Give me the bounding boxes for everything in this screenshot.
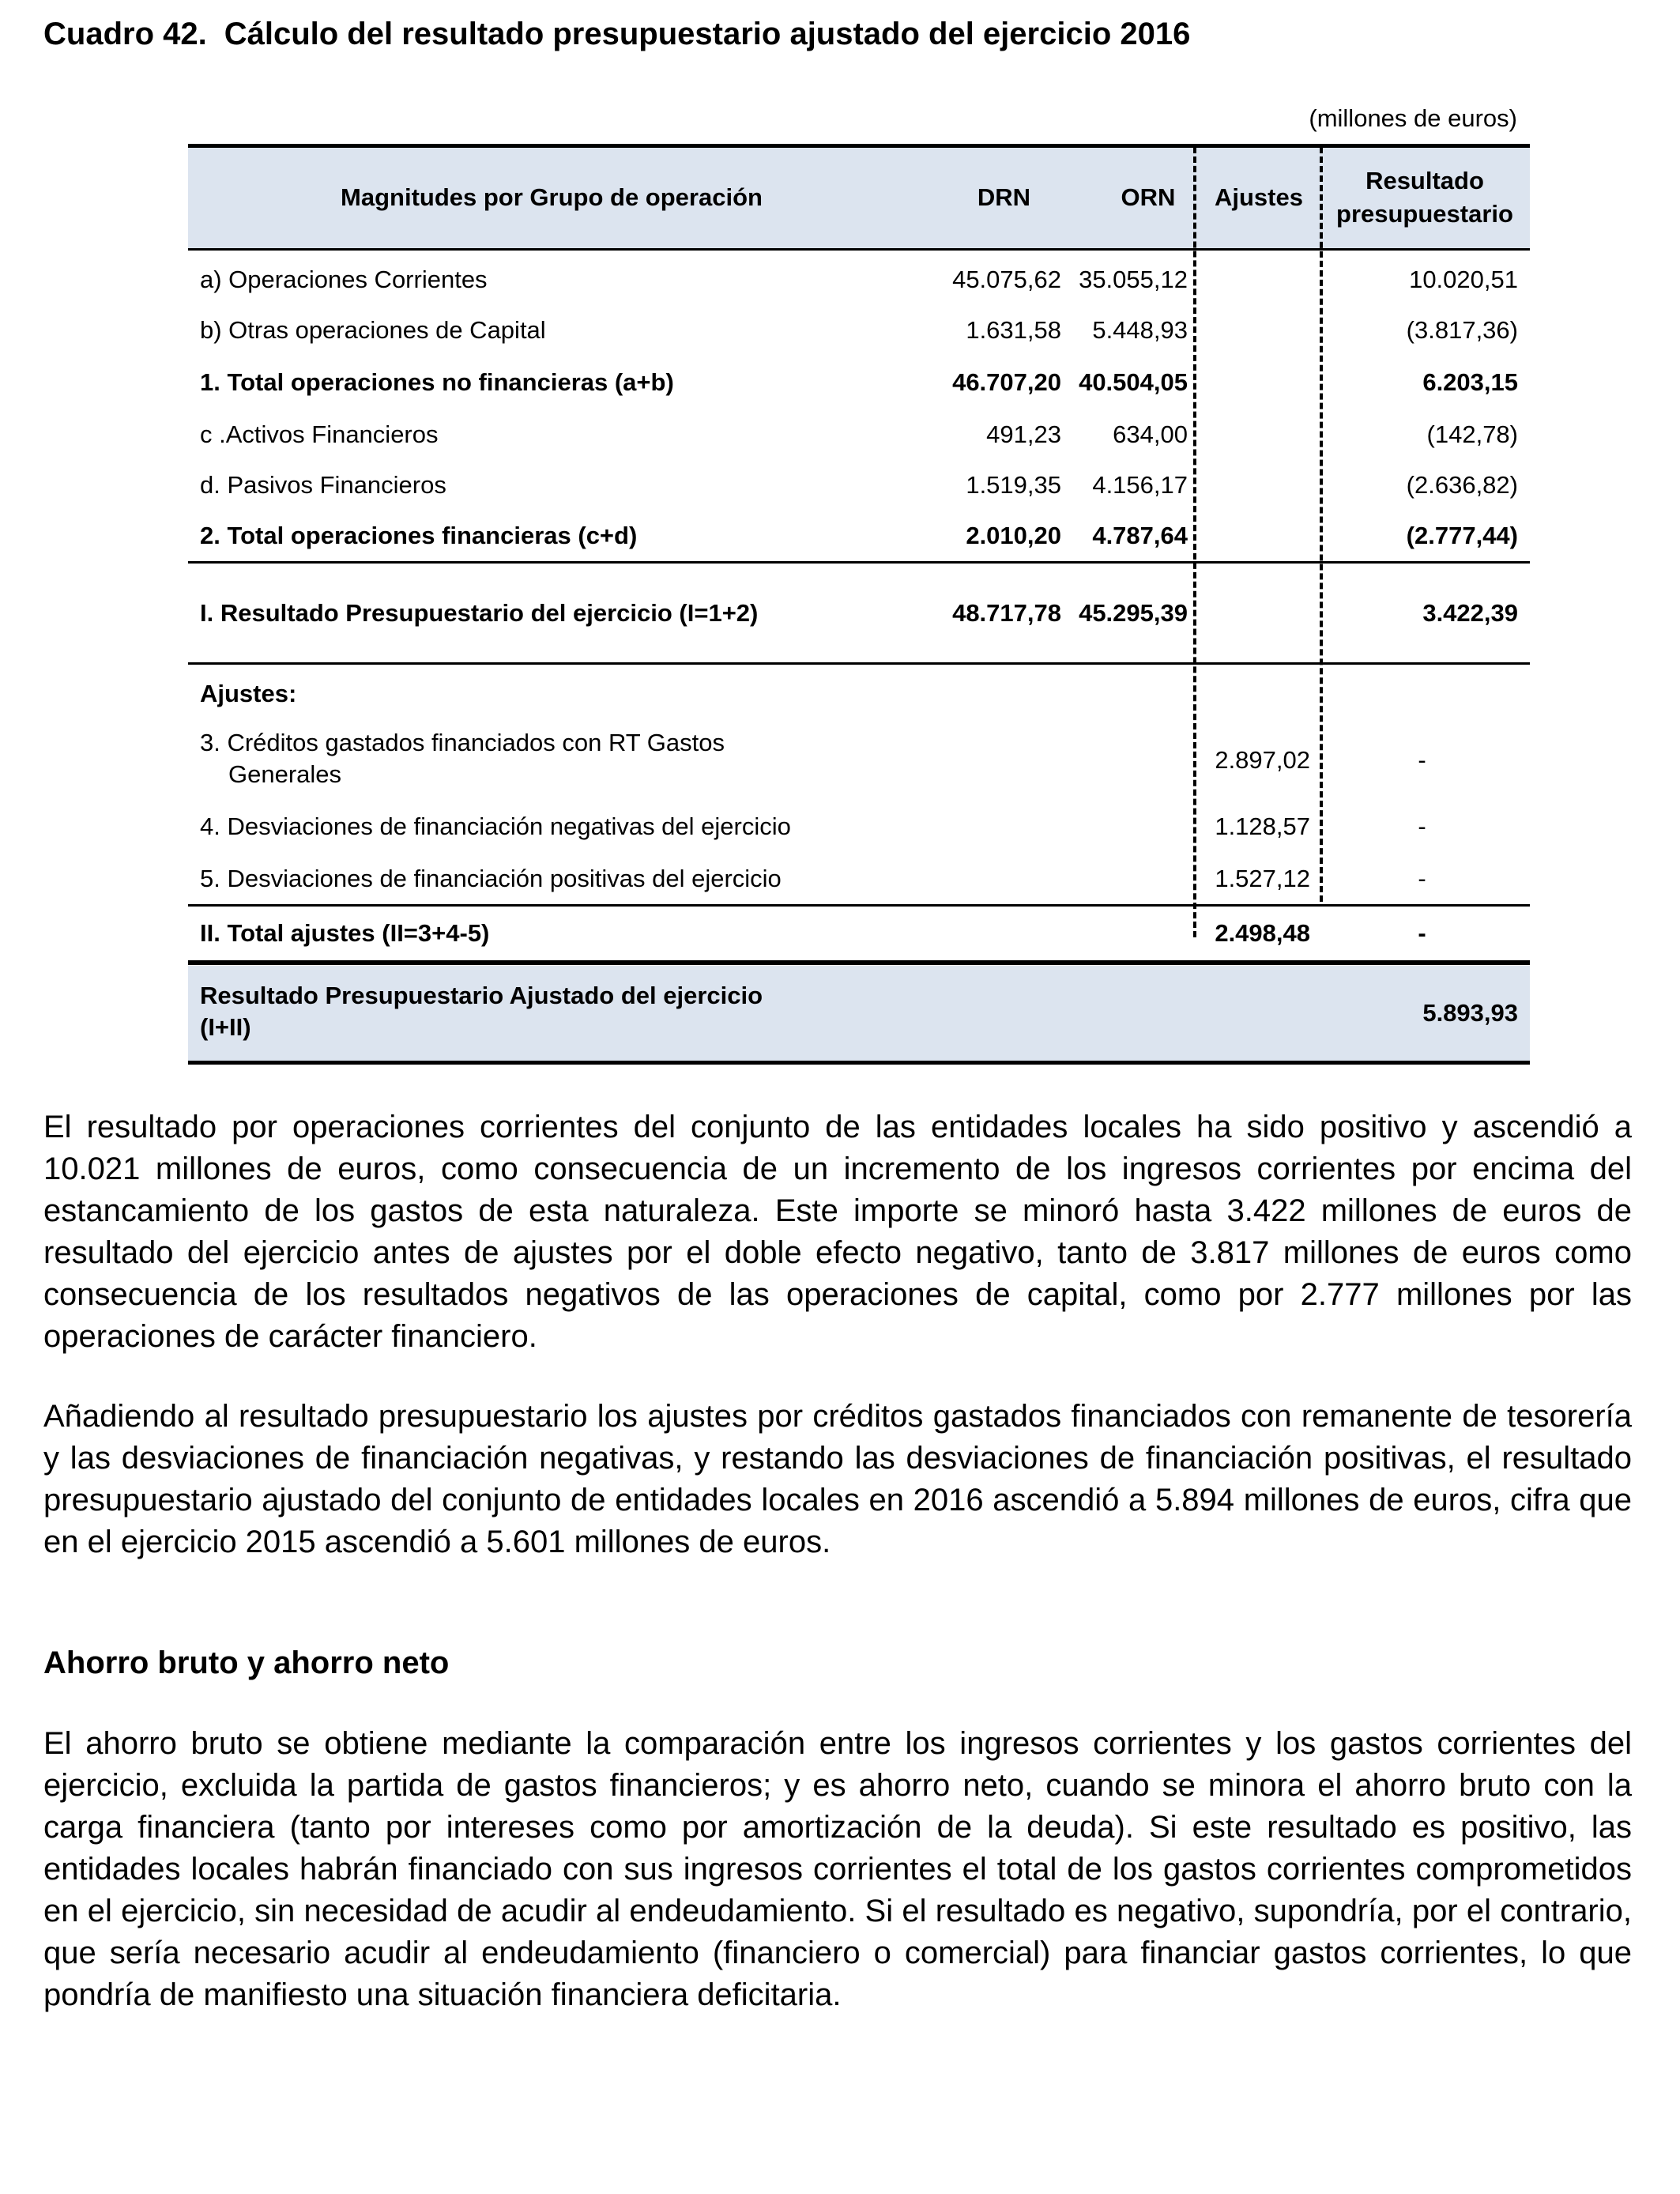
header-ajustes: Ajustes: [1215, 183, 1303, 211]
paragraph-2: Añadiendo al resultado presupuestario los ajustes por créditos gastados financiados con remanente de tesorería y las desviaciones de financiación negativas, y restando las desviaciones de financiación positivas, el resultado presupuestario ajustado del conjunto de entidades locales en 2016 ascendió a 5.894 millones de euros, cifra que en el ejercicio 2015 ascendió a 5.601 millones de euros.: [43, 1399, 1632, 1559]
header-top-rule: [188, 144, 1530, 148]
table-rule: [188, 904, 1530, 907]
paragraph-1: El resultado por operaciones corrientes del conjunto de las entidades locales ha sido positivo y ascendió a 10.021 millones de euros, como consecuencia de un incremento de los ingresos corrientes por encima del estancamiento de los gastos de esta naturaleza. Este importe se minoró hasta 3.422 millones de euros de resultado del ejercicio antes de ajustes por el doble efecto negativo, tanto de 3.817 millones de euros como consecuencia de los resultados negativos de las operaciones de capital, como por 2.777 millones por las operaciones de carácter financiero.: [43, 1110, 1632, 1354]
section-heading: Ahorro bruto y ahorro neto: [43, 1646, 450, 1680]
paragraph-3: El ahorro bruto se obtiene mediante la comparación entre los ingresos corrientes y los gastos corrientes del ejercicio, excluida la partida de gastos financieros; y es ahorro neto, cuando se minora el ahorro bruto con la carga financiera (tanto por intereses como por amortización de la deuda). Si este resultado es positivo, las entidades locales habrán financiado con sus ingresos corrientes el total de los gastos corrientes comprometidos en el ejercicio, sin necesidad de acudir al endeudamiento. Si el resultado es negativo, supondría, por el contrario, que sería necesario acudir al endeudamiento (financiero o comercial) para financiar gastos corrientes, lo que pondría de manifiesto una situación financiera deficitaria.: [43, 1726, 1632, 2012]
ajustes-left-divider: [1193, 147, 1196, 937]
header-bottom-rule: [188, 248, 1530, 251]
table-rule: [188, 662, 1530, 665]
ajustes-right-divider: [1320, 147, 1323, 902]
table-rule: [188, 561, 1530, 564]
table-bottom-rule: [188, 1061, 1530, 1065]
header-orn: ORN: [1121, 183, 1176, 211]
table-number: Cuadro 42.: [43, 17, 207, 51]
header-resultado-line2: presupuestario: [1336, 200, 1513, 228]
header-magnitudes: Magnitudes por Grupo de operación: [341, 183, 763, 211]
header-resultado: [1326, 164, 1524, 231]
table-title: Cálculo del resultado presupuestario ajustado del ejercicio 2016: [224, 17, 1191, 51]
header-drn: DRN: [977, 183, 1031, 211]
table-caption: [43, 11, 1632, 57]
total-top-rule: [188, 960, 1530, 965]
units-note: (millones de euros): [1309, 104, 1517, 132]
header-resultado-line1: Resultado: [1365, 167, 1484, 194]
